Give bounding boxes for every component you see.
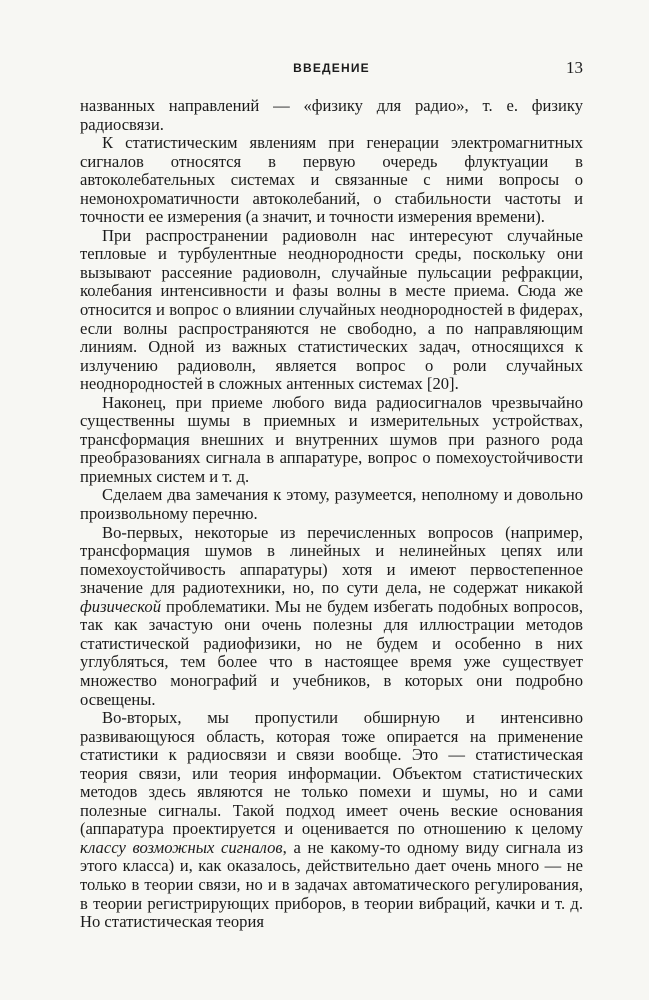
- paragraph: [80, 97, 583, 134]
- paragraph: [80, 709, 583, 932]
- text-run: проблематики. Мы не будем избегать подобных вопросов, так как зачастую они очень полезны для иллюстрации методов статистической радиофизики, но не будем и особенно в них углубляться, тем более что в настоящее время уже существует множество монографий и учебников, в которых они подробно освещены.: [80, 596, 583, 709]
- paragraph: [80, 227, 583, 394]
- body-text: [80, 97, 583, 932]
- page-header: [80, 58, 583, 80]
- text-run: Сделаем два замечания к этому, разумеется, неполному и довольно произвольному перечню.: [80, 485, 583, 524]
- text-run: названных направлений — «физику для радио», т. е. физику радиосвязи.: [80, 96, 583, 134]
- text-run: К статистическим явлениям при генерации электромагнитных сигналов относятся в первую очередь флуктуации в автоколебательных системах и связанные с ними вопросы о немонохроматичности автоколебаний, о стабильности частоты и точности ее измерения (а значит, и точности измерения времени).: [80, 133, 583, 227]
- text-run: При распространении радиоволн нас интересуют случайные тепловые и турбулентные неоднородности среды, поскольку они вызывают рассеяние радиоволн, случайные пульсации рефракции, колебания интенсивности и фазы волны в месте приема. Сюда же относится и вопрос о влиянии случайных неоднородностей в фидерах, если волны распространяются не свободно, а по направляющим линиям. Одной из важных статистических задач, относящихся к излучению радиоволн, является вопрос о роли случайных неоднородностей в сложных антенных системах [20].: [80, 225, 583, 394]
- paragraph: [80, 394, 583, 487]
- text-run: Во-первых, некоторые из перечисленных вопросов (например, трансформация шумов в линейных и нелинейных цепях или помехоустойчивость аппаратуры) хотя и имеют первостепенное значение для радиотехники, но, по сути дела, не содержат никакой: [80, 522, 583, 598]
- paragraph: [80, 134, 583, 227]
- text-run: , а не какому-то одному виду сигнала из этого класса) и, как оказалось, действительно дает очень много — не только в теории связи, но и в задачах автоматического регулирования, в теории регистрирующих приборов, в теории вибраций, качки и т. д. Но статистическая теория: [80, 837, 583, 932]
- text-run: Во-вторых, мы пропустили обширную и интенсивно развивающуюся область, которая тоже опирается на применение статистики к радиосвязи и связи вообще. Это — статистическая теория связи, или теория информации. Объектом статистических методов здесь являются не только помехи и шумы, но и сами полезные сигналы. Такой подход имеет очень веские основания (аппаратура проектируется и оценивается по отношению к целому: [80, 708, 583, 839]
- paragraph: [80, 524, 583, 709]
- text-run: Наконец, при приеме любого вида радиосигналов чрезвычайно существенны шумы в приемных и измерительных устройствах, трансформация внешних и внутренних шумов при разного рода преобразованиях сигнала в аппаратуре, вопрос о помехоустойчивости приемных систем и т. д.: [80, 392, 583, 486]
- page-number: 13: [566, 58, 583, 77]
- running-title: ВВЕДЕНИЕ: [293, 61, 370, 75]
- italic-term: физической: [80, 596, 161, 616]
- italic-term: классу возможных сигналов: [80, 837, 283, 857]
- paragraph: [80, 486, 583, 523]
